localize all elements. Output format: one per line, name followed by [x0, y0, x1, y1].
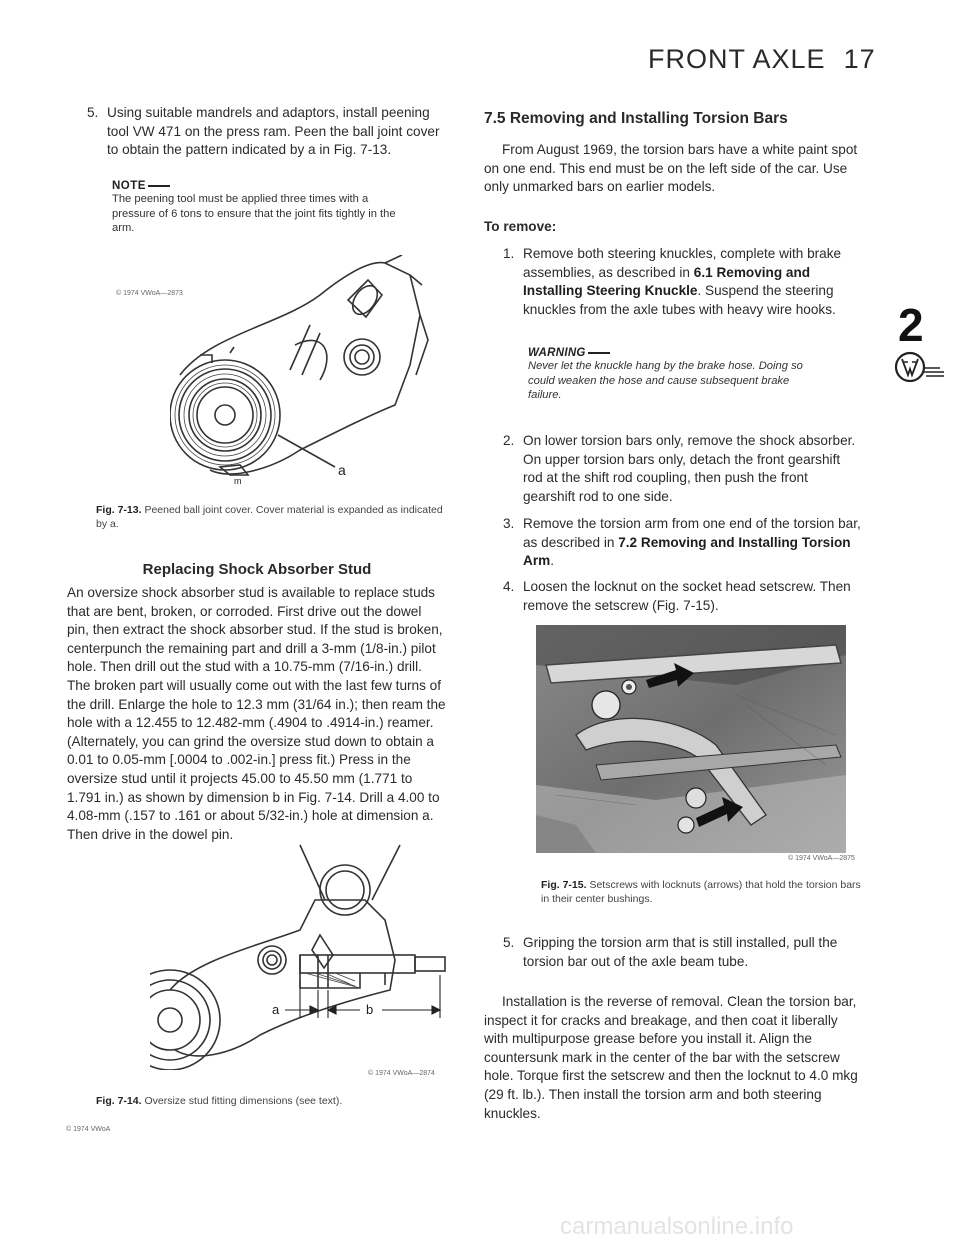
step-text: Gripping the torsion arm that is still installed, pull the torsion bar out of the axle beam tube. — [523, 935, 838, 969]
step-text: Remove both steering knuckles, complete with brake assemblies, as described in 6.1 Removing and Installing Steering Knuckle. Suspend the steering knuckles from the axle tubes with heavy wire hooks. — [523, 246, 842, 317]
chapter-tab-number: 2 — [898, 299, 924, 351]
step-number: 4. — [503, 579, 515, 594]
section-title: 7.5 Removing and Installing Torsion Bars — [484, 110, 788, 127]
fig14-label-b: b — [366, 1002, 374, 1017]
page-header — [648, 44, 876, 75]
fig14-caption-text: Oversize stud fitting dimensions (see text). — [144, 1095, 343, 1107]
fig14-stud-illustration — [150, 840, 450, 1070]
step-number: 5. — [87, 105, 99, 120]
fig13-caption-text: Peened ball joint cover. Cover material is expanded as indicated by a. — [96, 504, 443, 530]
fig13-caption — [96, 503, 448, 531]
watermark: carmanualsonline.info — [560, 1213, 794, 1240]
fig14-caption-label: Fig. 7-14. — [96, 1095, 142, 1107]
step-text: On lower torsion bars only, remove the shock absorber. On upper torsion bars only, detach the front gearshift rod at the shift rod coupling, then push the front gearshift rod to one side. — [523, 433, 856, 504]
right-step-3 — [503, 515, 863, 571]
step-number: 5. — [503, 935, 515, 950]
left-step-5 — [87, 104, 447, 160]
note-box — [112, 180, 402, 236]
fig14-caption — [96, 1094, 448, 1108]
torsion-intro-paragraph: From August 1969, the torsion bars have a white paint spot on one end. This end must be on the left side of the car. Use only unmarked bars on earlier models. — [484, 142, 858, 195]
right-step-5 — [503, 934, 863, 971]
fig14-credit: © 1974 VWoA—2874 — [368, 1070, 435, 1077]
warning-heading: WARNING — [528, 347, 818, 359]
fig13-ball-joint-illustration — [170, 255, 440, 495]
fig15-caption-label: Fig. 7-15. — [541, 879, 587, 891]
step3-reference: 7.2 Removing and Installing Torsion Arm — [523, 534, 851, 569]
installation-paragraph: Installation is the reverse of removal. Clean the torsion bar, inspect it for cracks and breakage, and then coat it liberally with multipurpose grease before you install it. Align the countersunk mark in the center of the bar with the setscrew hole. Torque first the setscrew and then the locknut to 4.0 mkg (29 ft. lb.). Then install the torsion arm and both steering knuckles. — [484, 994, 858, 1121]
fig15-caption — [541, 878, 861, 906]
page-header-title: FRONT AXLE — [648, 44, 826, 74]
warning-box — [528, 347, 818, 403]
step-number: 3. — [503, 516, 515, 531]
right-step-4 — [503, 578, 863, 615]
step-number: 2. — [503, 433, 515, 448]
step-text: Remove the torsion arm from one end of the torsion bar, as described in 7.2 Removing and Installing Torsion Arm. — [523, 516, 861, 569]
fig13-credit: © 1974 VWoA—2873 — [116, 290, 183, 297]
fig13-label-a: a — [338, 462, 346, 478]
page-number: 17 — [843, 44, 876, 74]
footer-credit: © 1974 VWoA — [66, 1126, 111, 1133]
step-number: 1. — [503, 246, 515, 261]
note-text: The peening tool must be applied three times with a pressure of 6 tons to ensure that the joint fits tightly in the arm. — [112, 193, 396, 234]
right-step-2 — [503, 432, 863, 506]
step1-reference: 6.1 Removing and Installing Steering Knuckle — [523, 264, 811, 299]
warning-text: Never let the knuckle hang by the brake hose. Doing so could weaken the hose and cause subsequent brake failure. — [528, 360, 803, 401]
to-remove-heading: To remove: — [484, 219, 557, 234]
fig13-label-m: m — [234, 476, 242, 486]
fig14-label-a: a — [272, 1002, 280, 1017]
right-step-1 — [503, 245, 863, 319]
step-text: Loosen the locknut on the socket head setscrew. Then remove the setscrew (Fig. 7-15). — [523, 579, 851, 613]
shock-subheading: Replacing Shock Absorber Stud — [142, 561, 372, 578]
step-text: Using suitable mandrels and adaptors, install peening tool VW 471 on the press ram. Peen the ball joint cover to obtain the pattern indicated by a in Fig. 7-13. — [107, 105, 440, 158]
vw-logo-icon — [894, 350, 946, 384]
note-heading: NOTE — [112, 180, 402, 192]
fig15-caption-text: Setscrews with locknuts (arrows) that hold the torsion bars in their center bushings. — [541, 879, 861, 905]
fig13-caption-label: Fig. 7-13. — [96, 504, 142, 516]
fig15-credit: © 1974 VWoA—2875 — [788, 855, 855, 862]
shock-absorber-paragraph: An oversize shock absorber stud is available to replace studs that are bent, broken, or corroded. First drive out the dowel pin, then extract the shock absorber stud. If the stud is broken, centerpunch the remaining part and drill a 3-mm (1/8-in.) pilot hole. Then drill out the stud with a 10.75-mm (7/16-in.) drill. The broken part will usually come out with the last few turns of the drill. Enlarge the hole to 12.3 mm (31/64 in.); then ream the hole with a 12.455 to 12.482-mm (.4904 to .4914-in.) reamer. (Alternately, you can grind the oversize stud down to obtain a 0.01 to 0.05-mm [.0004 to .002-in.] press fit.) Press in the oversize stud until it projects 45.00 to 45.50 mm (1.771 to 1.791 in.) as shown by dimension b in Fig. 7-14. Drill a 4.00 to 4.08-mm (.157 to .161 or about 5/32-in.) hole at dimension a. Then drive in the dowel pin. — [67, 585, 446, 842]
fig15-torsion-bar-photo — [536, 625, 846, 853]
